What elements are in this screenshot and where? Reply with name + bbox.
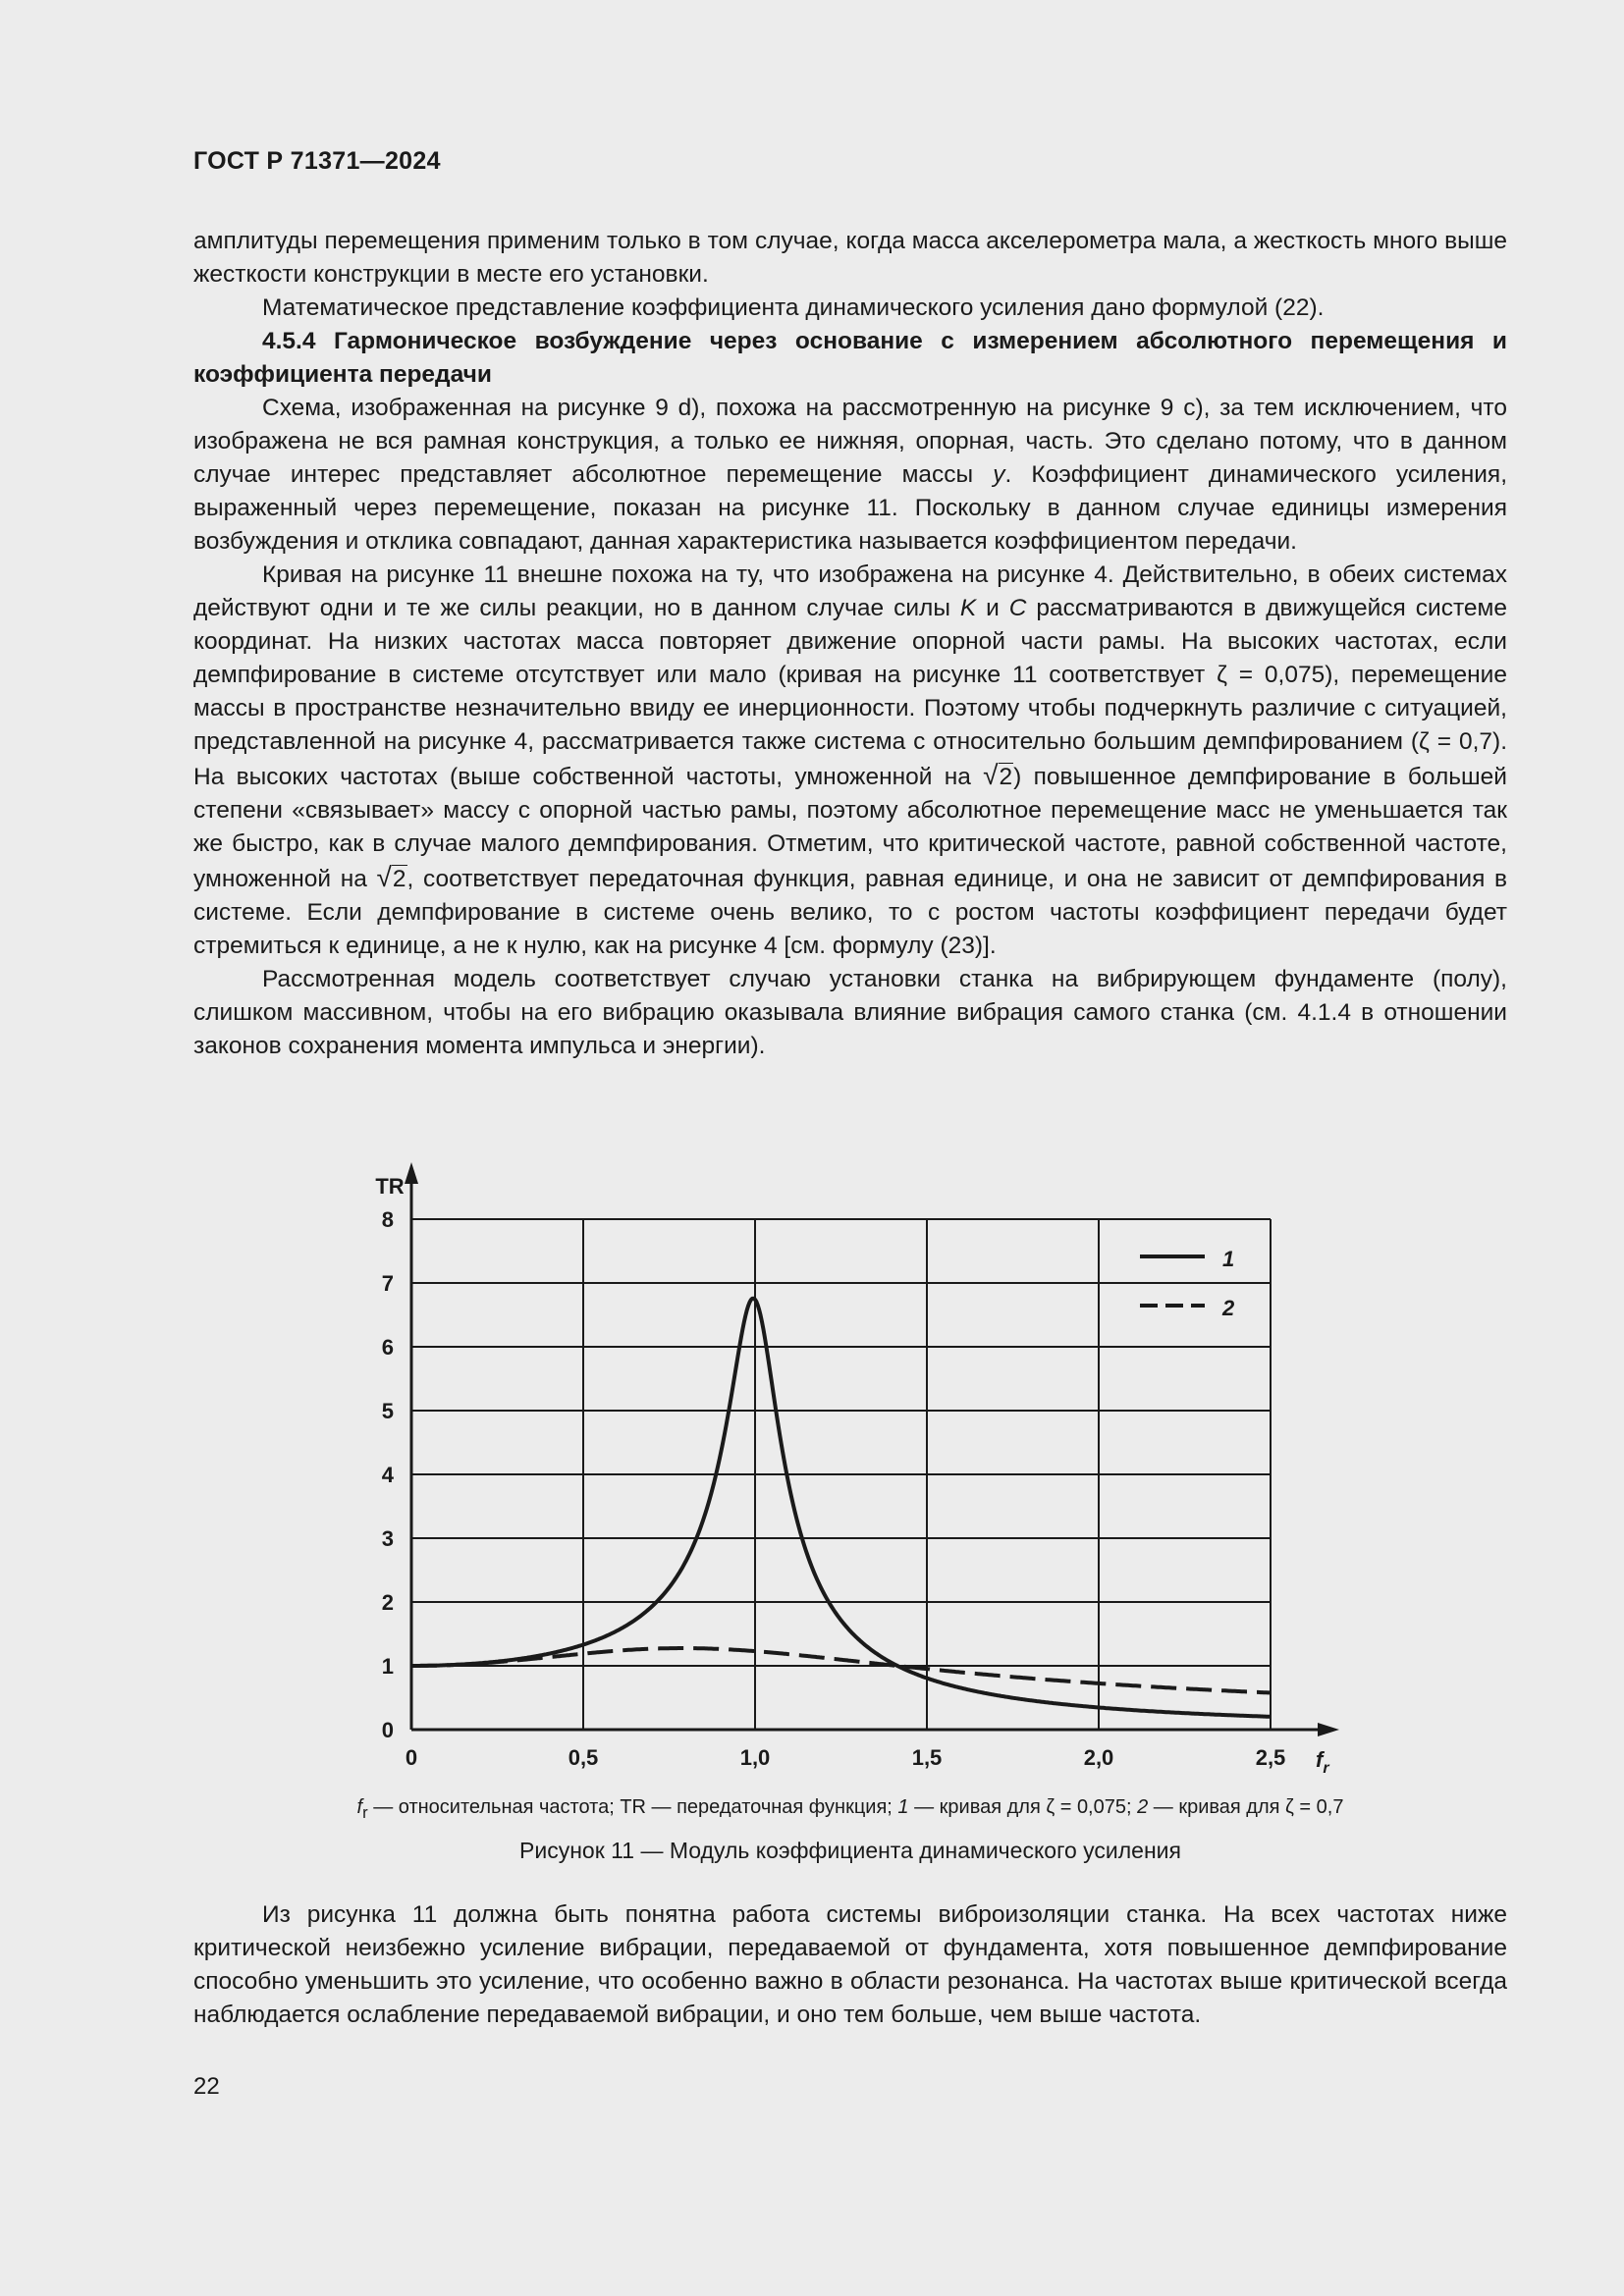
x-tick-label: 2,5 — [1255, 1745, 1286, 1770]
y-tick-label: 5 — [381, 1399, 394, 1423]
sqrt-2-formula: √2 — [376, 862, 406, 892]
y-tick-label: 4 — [381, 1463, 394, 1487]
x-tick-label: 0,5 — [568, 1745, 599, 1770]
chart-series — [411, 1299, 1271, 1717]
page-number: 22 — [193, 2073, 220, 2100]
y-axis-label: TR — [375, 1174, 405, 1199]
chart-ticks — [382, 1207, 1286, 1770]
legend-label-1: 1 — [1222, 1247, 1235, 1271]
paragraph: Кривая на рисунке 11 внешне похожа на ту, что изображена на рисунке 4. Действительно, в обеих системах действуют одни и те же силы реакции, но в данном случае силы K и C рассматриваются в движущейся системе координат. На низких частотах масса повторяет движение опорной части рамы. На высоких частотах, если демпфирование в системе отсутствует или мало (кривая на рисунке 11 соответствует ζ = 0,075), перемещение массы в пространстве незначительно ввиду ее инерционности. Поэтому чтобы подчеркнуть различие с ситуацией, представленной на рисунке 4, рассматривается также система с относительно большим демпфированием (ζ = 0,7). На высоких частотах (выше собственной частоты, умноженной на √2) повышенное демпфирование в большей степени «связывает» массу с опорной частью рамы, поэтому абсолютное перемещение масс не уменьшается так же быстро, как в случае малого демпфирования. Отметим, что критической частоте, равной собственной частоте, умноженной на √2, соответствует передаточная функция, равная единице, и она не зависит от демпфирования в системе. Если демпфирование в системе очень велико, то с ростом частоты коэффициент передачи будет стремиться к единице, а не к нулю, как на рисунке 4 [см. формулу (23)]. — [193, 561, 1508, 959]
x-axis-arrow-icon — [1318, 1723, 1339, 1736]
paragraph: Схема, изображенная на рисунке 9 d), похожа на рассмотренную на рисунке 9 c), за тем исключением, что изображена не вся рамная конструкция, а только ее нижняя, опорная, часть. Это сделано потому, что в данном случае интерес представляет абсолютное перемещение массы y. Коэффициент динамического усиления, выраженный через перемещение, показан на рисунке 11. Поскольку в данном случае единицы измерения возбуждения и отклика совпадают, данная характеристика называется коэффициентом передачи. — [193, 395, 1508, 555]
y-tick-label: 7 — [381, 1271, 394, 1296]
y-tick-label: 3 — [381, 1526, 394, 1551]
y-tick-label: 6 — [381, 1335, 394, 1360]
legend-label-2: 2 — [1222, 1296, 1235, 1320]
y-tick-label: 2 — [381, 1590, 394, 1615]
x-tick-label: 0 — [405, 1745, 418, 1770]
paragraph: амплитуды перемещения применим только в том случае, когда масса акселерометра мала, а жесткость много выше жесткости конструкции в месте его установки. — [193, 228, 1507, 288]
y-tick-label: 8 — [381, 1207, 394, 1232]
sqrt-2-formula: √2 — [983, 760, 1013, 790]
chart-grid — [411, 1219, 1271, 1730]
section-heading: 4.5.4 Гармоническое возбуждение через основание с измерением абсолютного перемещения и коэффициента передачи — [193, 328, 1507, 388]
x-axis-label: $f_r$ — [1316, 1747, 1329, 1777]
paragraph: Рассмотренная модель соответствует случаю установки станка на вибрирующем фундаменте (полу), слишком массивном, чтобы на его вибрацию оказывала влияние вибрация самого станка (см. 4.1.4 в отношении законов сохранения момента импульса и энергии). — [193, 966, 1507, 1059]
y-tick-label: 1 — [381, 1654, 394, 1679]
figure-legend: $f_r$ — относительная частота; TR — передаточная функция; 1 — кривая для ζ = 0,075; 2 — кривая для ζ = 0,7 — [356, 1796, 1344, 1822]
figure-11 — [193, 1148, 1507, 1875]
x-tick-label: 2,0 — [1083, 1745, 1114, 1770]
paragraph: Математическое представление коэффициента динамического усиления дано формулой (22). — [262, 294, 1325, 321]
x-tick-label: 1,5 — [911, 1745, 943, 1770]
x-tick-label: 1,0 — [739, 1745, 771, 1770]
transmissibility-chart — [193, 1148, 1507, 1796]
y-axis-arrow-icon — [405, 1162, 418, 1184]
main-text — [193, 225, 1507, 1063]
closing-text — [193, 1898, 1507, 2032]
y-tick-label: 0 — [381, 1718, 394, 1742]
series-1-line — [411, 1299, 1271, 1717]
figure-caption: Рисунок 11 — Модуль коэффициента динамического усиления — [519, 1838, 1181, 1863]
document-header: ГОСТ Р 71371—2024 — [193, 147, 441, 175]
paragraph: Из рисунка 11 должна быть понятна работа системы виброизоляции станка. На всех частотах ниже критической неизбежно усиление вибрации, передаваемой от фундамента, хотя повышенное демпфирование способно уменьшить это усиление, что особенно важно в области резонанса. На частотах выше критической всегда наблюдается ослабление передаваемой вибрации, и оно тем больше, чем выше частота. — [193, 1901, 1507, 2028]
